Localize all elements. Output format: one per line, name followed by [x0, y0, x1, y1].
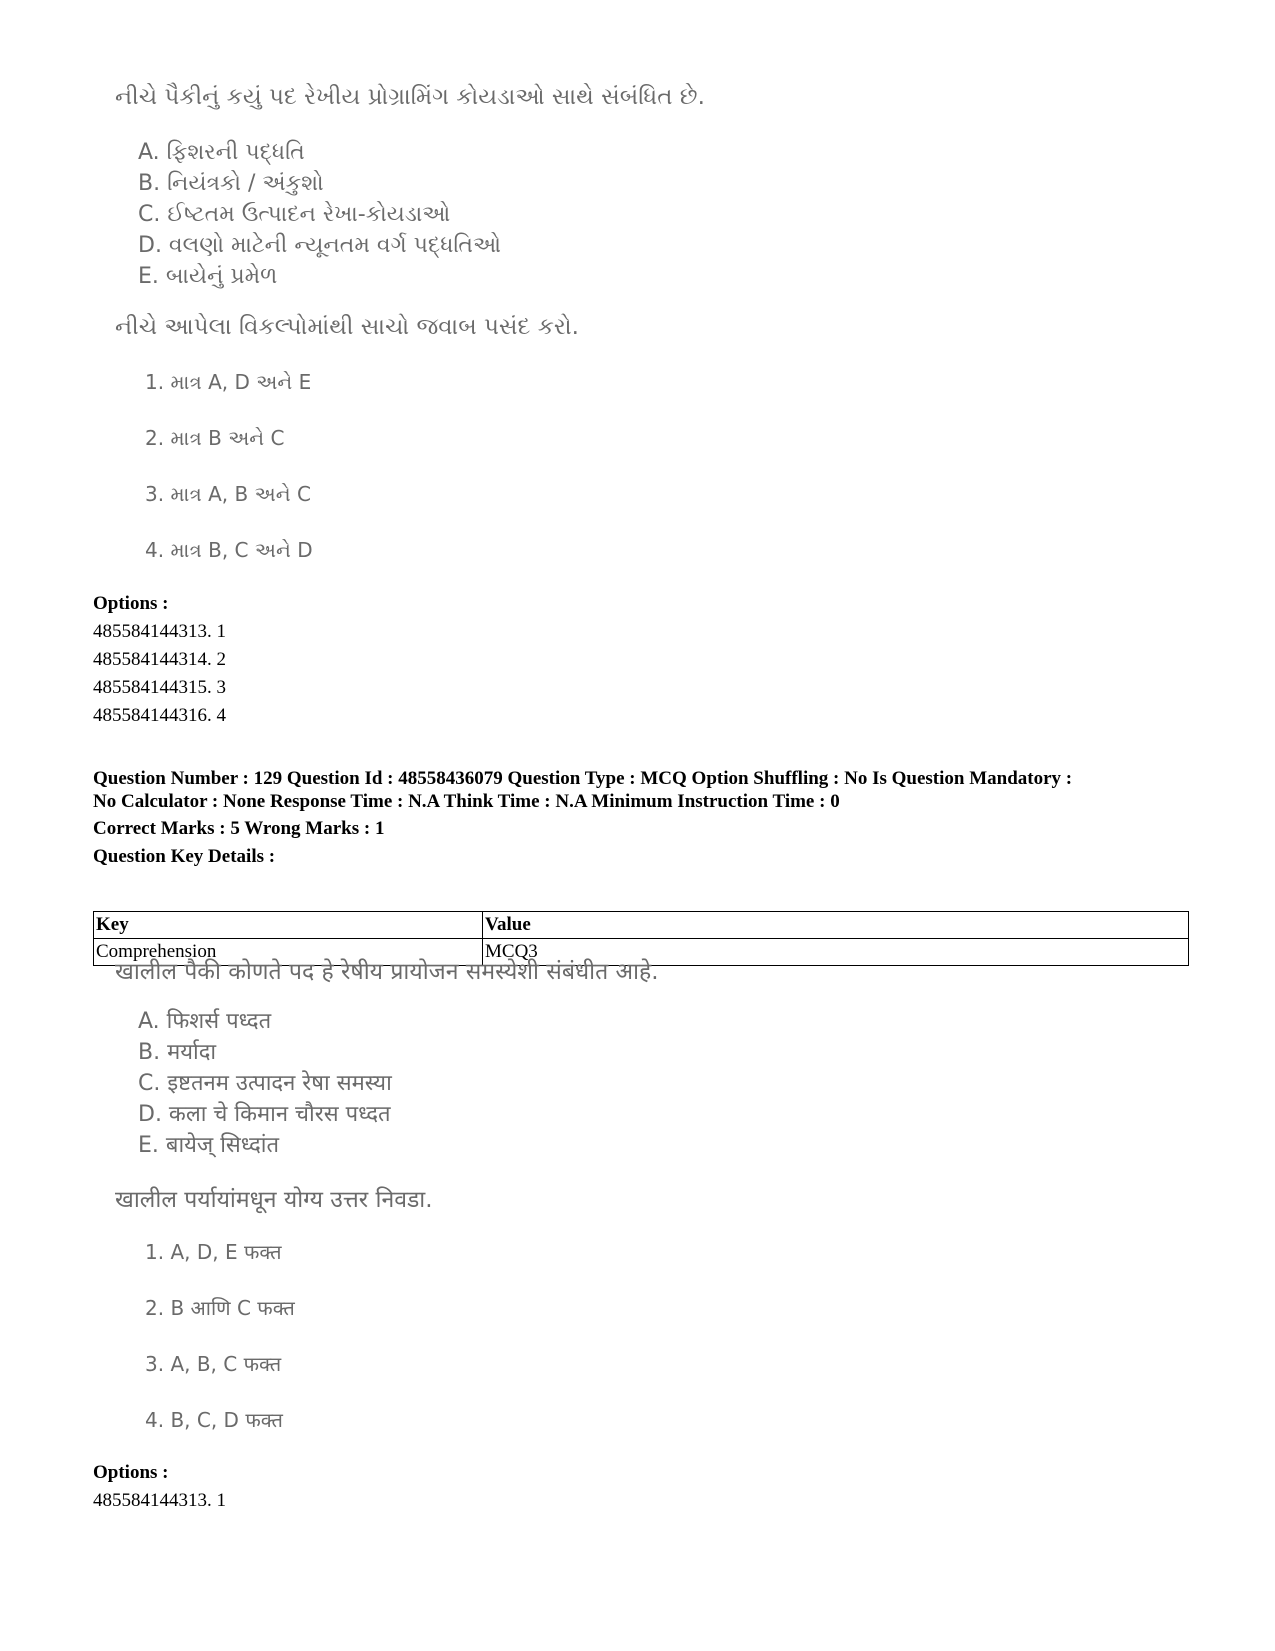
question-image-instruction: खालील पर्यायांमधून योग्य उत्तर निवडा. [115, 1187, 433, 1213]
question-header-line1: Question Number : 129 Question Id : 48558436079 Question Type : MCQ Option Shuffling : No Is Question Mandatory : [93, 768, 1073, 789]
choice-1: 1. માત્ર A, D અને E [145, 370, 312, 394]
option-item: 485584144313. 1 [93, 1490, 226, 1511]
choice-3: 3. A, B, C फक्त [145, 1352, 282, 1376]
choice-4: 4. B, C, D फक्त [145, 1408, 283, 1432]
option-item: 485584144315. 3 [93, 677, 226, 698]
option-item: 485584144313. 1 [93, 621, 226, 642]
options-label: Options : [93, 593, 169, 614]
choice-1: 1. A, D, E फक्त [145, 1240, 282, 1264]
question-image-prompt: નીચે પૈકીનું કયું પદ રેખીય પ્રોગ્રામિંગ કોયડાઓ સાથે સંબંધિત છે. [115, 84, 705, 110]
marks-line: Correct Marks : 5 Wrong Marks : 1 [93, 818, 385, 839]
question-header-line2: No Calculator : None Response Time : N.A Think Time : N.A Minimum Instruction Time : 0 [93, 791, 840, 812]
statement-a: A. फिशर्स पध्दत [138, 1009, 272, 1034]
option-item: 485584144314. 2 [93, 649, 226, 670]
statement-e: E. बायेज् सिध्दांत [138, 1133, 279, 1158]
options-label: Options : [93, 1462, 169, 1483]
statement-e: E. બાયેનું પ્રમેળ [138, 264, 278, 289]
choice-3: 3. માત્ર A, B અને C [145, 482, 311, 506]
statement-b: B. मर्यादा [138, 1040, 217, 1065]
statement-c: C. ઈષ્ટતમ ઉત્પાદન રેખા-કોયડાઓ [138, 202, 451, 227]
table-header-key: Key [94, 912, 483, 939]
option-item: 485584144316. 4 [93, 705, 226, 726]
choice-2: 2. માત્ર B અને C [145, 426, 285, 450]
choice-2: 2. B आणि C फक्त [145, 1296, 295, 1320]
statement-b: B. નિયંત્રકો / અંકુશો [138, 171, 324, 196]
choice-4: 4. માત્ર B, C અને D [145, 538, 313, 562]
statement-a: A. ફિશરની પદ્ધતિ [138, 140, 305, 165]
table-header-value: Value [483, 912, 1189, 939]
statement-d: D. कला चे किमान चौरस पध्दत [138, 1102, 391, 1127]
table-header-row [94, 912, 1189, 939]
table-cell-value: MCQ3 [483, 939, 1189, 966]
question-image-instruction: નીચે આપેલા વિકલ્પોમાંથી સાચો જવાબ પસંદ કરો. [115, 314, 579, 340]
key-details-label: Question Key Details : [93, 846, 276, 867]
question-header [93, 767, 1203, 813]
table-cell-key: Comprehension [94, 939, 483, 966]
statement-d: D. વલણો માટેની ન્યૂનતમ વર્ગ પદ્ધતિઓ [138, 233, 501, 258]
question-image-prompt: खालील पैकी कोणते पद हे रेषीय प्रायोजन समस्येशी संबंधीत आहे. [115, 959, 659, 985]
statement-c: C. इष्टतनम उत्पादन रेषा समस्या [138, 1071, 392, 1096]
